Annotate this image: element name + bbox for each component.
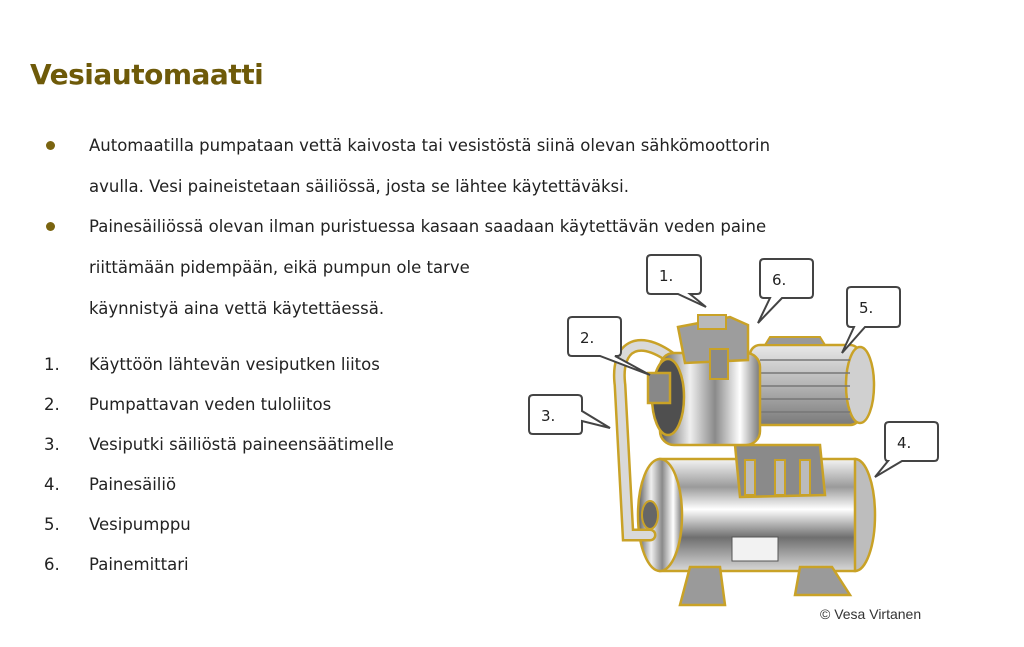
callout-6-label: 6. — [772, 271, 787, 289]
list-label: Painemittari — [89, 555, 189, 574]
list-label: Vesipumppu — [89, 515, 191, 534]
copyright-text: © Vesa Virtanen — [820, 606, 922, 622]
list-number: 2. — [44, 395, 60, 414]
callout-5 — [842, 287, 900, 353]
bullet-dot — [46, 222, 55, 231]
water-pump-motor — [750, 337, 874, 425]
callout-2-label: 2. — [580, 329, 595, 347]
inlet-connector — [648, 373, 670, 403]
bullet-dot — [46, 141, 55, 150]
list-label: Käyttöön lähtevän vesiputken liitos — [89, 355, 380, 374]
bullet-1-line-2: avulla. Vesi paineistetaan säiliössä, josta se lähtee käytettäväksi. — [89, 177, 629, 196]
callout-3 — [529, 395, 610, 434]
list-number: 1. — [44, 355, 60, 374]
bullet-1-line-1: Automaatilla pumpataan vettä kaivosta tai vesistöstä siinä olevan sähkömoottorin — [89, 136, 771, 155]
bullet-paragraph-1 — [89, 125, 949, 207]
list-label: Painesäiliö — [89, 475, 177, 494]
callout-3-label: 3. — [541, 407, 556, 425]
list-label: Pumpattavan veden tuloliitos — [89, 395, 332, 414]
callout-5-label: 5. — [859, 299, 874, 317]
callout-6 — [758, 259, 813, 323]
list-number: 4. — [44, 475, 60, 494]
list-number: 5. — [44, 515, 60, 534]
callout-1-label: 1. — [659, 267, 674, 285]
list-number: 6. — [44, 555, 60, 574]
list-label: Vesiputki säiliöstä paineensäätimelle — [89, 435, 394, 454]
bullet-2-line-1: Painesäiliössä olevan ilman puristuessa kasaan saadaan käytettävän veden paine — [89, 217, 767, 236]
list-number: 3. — [44, 435, 60, 454]
pump-bracket — [735, 445, 825, 497]
pump-diagram — [520, 245, 950, 615]
bullet-2-line-3: käynnistyä aina vettä käytettäessä. — [89, 299, 385, 318]
callout-4-label: 4. — [897, 434, 912, 452]
bullet-2-line-2: riittämään pidempään, eikä pumpun ole tarve — [89, 258, 470, 277]
callout-4 — [875, 422, 938, 477]
page-title: Vesiautomaatti — [30, 58, 264, 91]
callout-1 — [647, 255, 706, 307]
